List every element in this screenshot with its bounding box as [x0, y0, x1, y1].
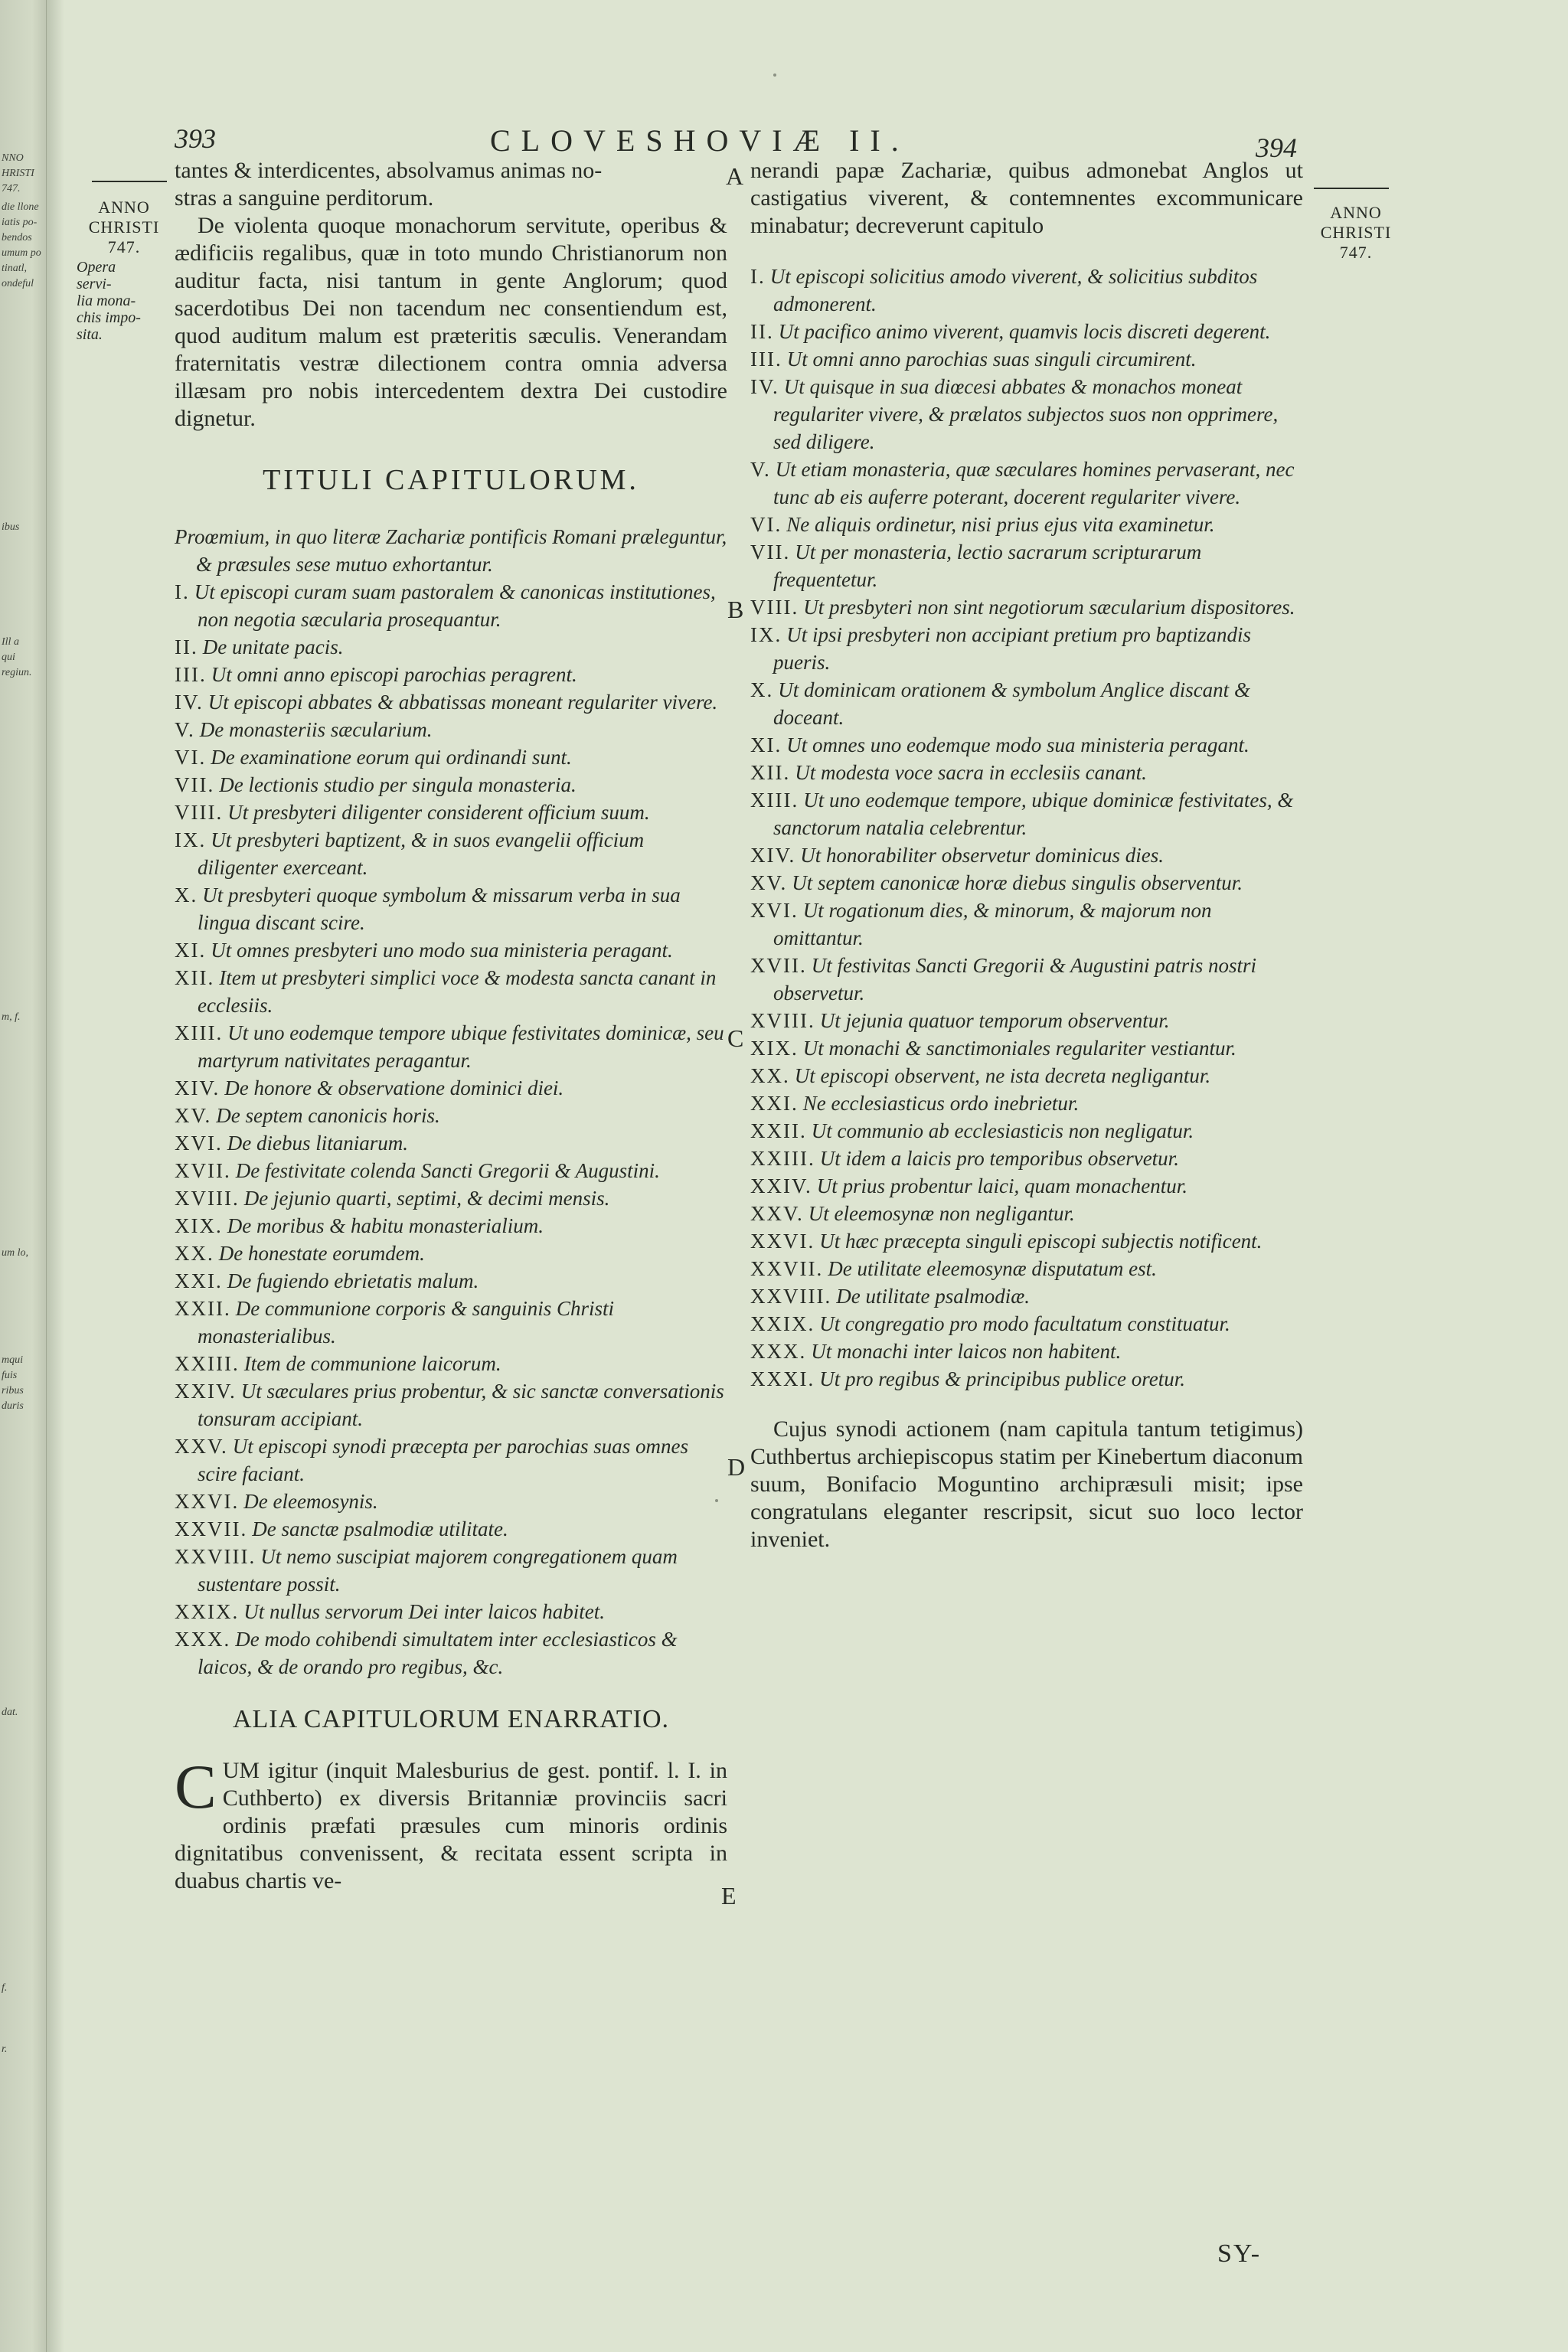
- heading-alia-capitulorum: ALIA CAPITULORUM ENARRATIO.: [232, 1705, 670, 1733]
- chapter-number: XVI.: [175, 1132, 223, 1155]
- chapter-item: [750, 345, 1303, 373]
- chapter-number: XXIX.: [750, 1312, 815, 1335]
- chapter-item: [175, 1350, 727, 1377]
- chapter-item: [175, 1212, 727, 1240]
- chapter-text: Ut omnes uno eodemque modo sua ministeria peragant.: [786, 733, 1250, 756]
- chapter-number: I.: [750, 265, 766, 288]
- previous-page-fragment: regiun.: [2, 667, 32, 678]
- chapter-item: [175, 688, 727, 716]
- chapter-text: Ut nullus servorum Dei inter laicos habitet.: [243, 1600, 605, 1623]
- chapter-number: XVII.: [750, 954, 807, 977]
- chapter-item: [175, 1102, 727, 1129]
- previous-page-fragment: m, f.: [2, 1011, 21, 1023]
- chapter-item: [750, 318, 1303, 345]
- chapter-item: [750, 1338, 1303, 1365]
- chapter-item: [750, 1089, 1303, 1117]
- section-letter-e: E: [721, 1882, 737, 1909]
- chapter-number: XIX.: [175, 1214, 223, 1237]
- chapter-text: Ut festivitas Sancti Gregorii & Augustini patris nostri observetur.: [773, 954, 1257, 1004]
- chapter-number: VII.: [750, 541, 791, 564]
- chapter-text: De sanctæ psalmodiæ utilitate.: [252, 1517, 508, 1540]
- chapter-number: XV.: [750, 871, 788, 894]
- chapter-item: [175, 1625, 727, 1681]
- spacer: [750, 1393, 1303, 1416]
- chapter-text: Ut ipsi presbyteri non accipiant pretium pro baptizandis pueris.: [773, 623, 1251, 674]
- chapter-item: [750, 1007, 1303, 1034]
- chapter-text: Ut episcopi abbates & abbatissas moneant regulariter vivere.: [207, 691, 718, 714]
- chapter-item: [750, 373, 1303, 456]
- chapter-number: VIII.: [175, 801, 224, 824]
- chapter-text: Item ut presbyteri simplici voce & modesta sancta canant in ecclesiis.: [198, 966, 717, 1017]
- chapter-text: Ut quisque in sua diœcesi abbates & monachos moneat regulariter vivere, & prælatos subjectos suos non opprimere, sed diligere.: [773, 375, 1279, 453]
- previous-page-fragment: r.: [2, 2043, 8, 2055]
- catchword: SY-: [1217, 2239, 1262, 2268]
- chapter-number: XIII.: [175, 1021, 224, 1044]
- left-chapter-list: [175, 578, 727, 1681]
- chapter-item: [175, 964, 727, 1019]
- chapter-item: [750, 456, 1303, 511]
- previous-page-fragment: fuis: [2, 1370, 18, 1381]
- chapter-number: XII.: [750, 761, 791, 784]
- drop-cap-letter: C: [175, 1752, 217, 1821]
- chapter-text: Ut congregatio pro modo facultatum constituatur.: [819, 1312, 1230, 1335]
- section-letter-b: B: [727, 596, 744, 623]
- chapter-item: [750, 1172, 1303, 1200]
- chapter-number: XXIII.: [750, 1147, 815, 1170]
- chapter-number: XXII.: [175, 1297, 231, 1320]
- chapter-text: Ut etiam monasteria, quæ sæculares homines pervaserant, nec tunc ab eis auferre poterant, docerent regulariter vivere.: [773, 458, 1295, 508]
- chapter-text: De monasteriis sæcularium.: [199, 718, 433, 741]
- previous-page-fragment: iatis po-: [2, 217, 38, 228]
- page-number-right: 394: [1256, 132, 1297, 163]
- chapter-text: Ut per monasteria, lectio sacrarum scripturarum frequentetur.: [773, 541, 1202, 591]
- closing-paragraph-right: Cujus synodi actionem (nam capitula tantum tetigimus) Cuthbertus archiepiscopus statim per Kinebertum diaconum suum, Bonifacio Moguntino archipræsuli misit; ipse congratulans eleganter rescripsit, sicut suo loco lector inveniet.: [750, 1416, 1303, 1552]
- chapter-text: Ut rogationum dies, & minorum, & majorum non omittantur.: [773, 899, 1212, 949]
- chapter-number: XXI.: [175, 1269, 223, 1292]
- margin-anno-christi-right: ANNO CHRISTI 747.: [1320, 203, 1392, 262]
- chapter-item: [175, 936, 727, 964]
- chapter-text: Ut omni anno parochias suas singuli circumirent.: [786, 348, 1197, 371]
- chapter-number: XX.: [750, 1064, 790, 1087]
- previous-page-fragment: NNO: [2, 152, 24, 164]
- chapter-item: [750, 952, 1303, 1007]
- chapter-item: [175, 799, 727, 826]
- heading-tituli-capitulorum: TITULI CAPITULORUM.: [263, 464, 639, 496]
- chapter-number: XVIII.: [175, 1187, 240, 1210]
- page-number-left: 393: [175, 123, 216, 154]
- chapter-text: Ut episcopi synodi præcepta per parochias suas omnes scire faciant.: [198, 1435, 688, 1485]
- chapter-number: XI.: [750, 733, 782, 756]
- chapter-number: XXIV.: [175, 1380, 237, 1403]
- chapter-number: VI.: [750, 513, 782, 536]
- previous-page-fragment: 747.: [2, 183, 21, 194]
- chapter-item: [750, 1062, 1303, 1089]
- chapter-text: Ut pacifico animo viverent, quamvis locis discreti degerent.: [778, 320, 1271, 343]
- chapter-text: De utilitate psalmodiæ.: [836, 1285, 1030, 1308]
- chapter-text: Ut communio ab ecclesiasticis non negligatur.: [811, 1119, 1194, 1142]
- chapter-item: [175, 1267, 727, 1295]
- left-column: [175, 157, 727, 1895]
- right-column: [750, 157, 1303, 1553]
- previous-page-fragment: tinatl,: [2, 263, 28, 274]
- chapter-text: Ut idem a laicis pro temporibus observetur.: [819, 1147, 1179, 1170]
- chapter-text: Ut presbyteri baptizent, & in suos evangelii officium diligenter exerceant.: [198, 828, 645, 879]
- chapter-number: XVIII.: [750, 1009, 815, 1032]
- chapter-text: Ut omni anno episcopi parochias peragrent.: [211, 663, 577, 686]
- chapter-text: Ut dominicam orationem & symbolum Anglice discant & doceant.: [773, 678, 1250, 729]
- chapter-number: I.: [175, 580, 190, 603]
- chapter-number: II.: [750, 320, 774, 343]
- chapter-text: De examinatione eorum qui ordinandi sunt.: [211, 746, 572, 769]
- chapter-text: De utilitate eleemosynæ disputatum est.: [828, 1257, 1157, 1280]
- chapter-number: XIV.: [750, 844, 796, 867]
- chapter-item: [750, 731, 1303, 759]
- chapter-number: XXX.: [175, 1628, 231, 1651]
- chapter-item: [175, 633, 727, 661]
- chapter-item: [750, 511, 1303, 538]
- chapter-text: De modo cohibendi simultatem inter ecclesiasticos & laicos, & de orando pro regibus, &c.: [198, 1628, 678, 1678]
- chapter-item: [175, 771, 727, 799]
- chapter-number: VIII.: [750, 596, 799, 619]
- chapter-number: XXVIII.: [750, 1285, 832, 1308]
- previous-page-fragment: qui: [2, 652, 15, 663]
- chapter-number: V.: [750, 458, 771, 481]
- chapter-number: XXII.: [750, 1119, 807, 1142]
- chapter-item: [750, 1255, 1303, 1282]
- chapter-number: XV.: [175, 1104, 212, 1127]
- chapter-text: Ut presbyteri diligenter considerent officium suum.: [227, 801, 650, 824]
- chapter-number: XIII.: [750, 789, 799, 812]
- chapter-text: De septem canonicis horis.: [216, 1104, 440, 1127]
- chapter-item: [750, 263, 1303, 318]
- chapter-number: XII.: [175, 966, 215, 989]
- chapter-item: [175, 661, 727, 688]
- previous-page-fragment: duris: [2, 1400, 24, 1412]
- chapter-text: Ne ecclesiasticus ordo inebrietur.: [802, 1092, 1080, 1115]
- chapter-number: XXVII.: [750, 1257, 824, 1280]
- paragraph-servitute: De violenta quoque monachorum servitute, operibus & ædificiis regalibus, quæ in toto mundo Christianorum non auditur facta, nisi tantum in gente Anglorum; quod sacerdotibus Dei non tacendum nec consentiendum est, quod auditum malum est præteritis sæculis. Venerandam fraternitatis vestræ dilectionem contra omnia adversa illæsam pro nobis intercedentem dextra Dei custodire dignetur.: [175, 213, 727, 431]
- previous-page-edge: [0, 0, 47, 2352]
- chapter-number: XX.: [175, 1242, 214, 1265]
- header-rule-left: [92, 181, 167, 182]
- chapter-text: Ut omnes presbyteri uno modo sua ministeria peragant.: [211, 939, 673, 962]
- chapter-text: De honore & observatione dominici diei.: [224, 1076, 564, 1099]
- chapter-text: Ut uno eodemque tempore ubique festivitates dominicæ, seu martyrum nativitates peragantur.: [198, 1021, 724, 1072]
- chapter-item: [750, 1200, 1303, 1227]
- chapter-number: IV.: [175, 691, 204, 714]
- spacer: [750, 240, 1303, 263]
- chapter-item: [175, 881, 727, 936]
- chapter-number: XIV.: [175, 1076, 220, 1099]
- previous-page-fragment: ribus: [2, 1385, 24, 1396]
- chapter-number: XXVI.: [175, 1490, 240, 1513]
- chapter-item: [750, 1034, 1303, 1062]
- chapter-number: XVII.: [175, 1159, 231, 1182]
- chapter-number: VII.: [175, 773, 215, 796]
- chapter-text: Ut septem canonicæ horæ diebus singulis observentur.: [792, 871, 1243, 894]
- chapter-item: [750, 1310, 1303, 1338]
- chapter-item: [175, 1295, 727, 1350]
- gutter-shadow: [46, 0, 64, 2352]
- chapter-number: XXXI.: [750, 1367, 815, 1390]
- chapter-item: [175, 743, 727, 771]
- chapter-text: Ut sæculares prius probentur, & sic sanctæ conversationis tonsuram accipiant.: [198, 1380, 724, 1430]
- chapter-number: XXIV.: [750, 1174, 812, 1197]
- chapter-number: XXIII.: [175, 1352, 240, 1375]
- previous-page-fragment: mqui: [2, 1354, 23, 1366]
- chapter-number: XI.: [175, 939, 207, 962]
- chapter-number: XXIX.: [175, 1600, 240, 1623]
- chapter-text: Ut honorabiliter observetur dominicus dies.: [800, 844, 1164, 867]
- opening-text-left: tantes & interdicentes, absolvamus animas no- stras a sanguine perditorum.: [175, 158, 603, 211]
- chapter-number: V.: [175, 718, 195, 741]
- header-rule-right: [1314, 188, 1389, 189]
- chapter-text: Ut pro regibus & principibus publice oretur.: [819, 1367, 1185, 1390]
- chapter-item: [750, 1145, 1303, 1172]
- chapter-item: [175, 1488, 727, 1515]
- previous-page-fragment: dat.: [2, 1707, 18, 1718]
- previous-page-fragment: umum po: [2, 247, 41, 259]
- chapter-item: [175, 1377, 727, 1432]
- chapter-text: Ut episcopi observent, ne ista decreta negligantur.: [794, 1064, 1211, 1087]
- chapter-item: [175, 826, 727, 881]
- chapter-text: De jejunio quarti, septimi, & decimi mensis.: [243, 1187, 610, 1210]
- chapter-item: [750, 1227, 1303, 1255]
- previous-page-fragment: bendos: [2, 232, 32, 243]
- chapter-text: Ut monachi & sanctimoniales regulariter vestiantur.: [802, 1037, 1236, 1060]
- chapter-text: De honestate eorumdem.: [218, 1242, 425, 1265]
- chapter-text: Ut uno eodemque tempore, ubique dominicæ festivitates, & sanctorum natalia celebrentur.: [773, 789, 1294, 839]
- chapter-item: [175, 1157, 727, 1184]
- chapter-item: [175, 1432, 727, 1488]
- chapter-number: XXVI.: [750, 1230, 815, 1253]
- chapter-number: XXV.: [750, 1202, 804, 1225]
- chapter-item: [175, 1543, 727, 1598]
- chapter-text: Ut nemo suscipiat majorem congregationem quam sustentare possit.: [198, 1545, 678, 1596]
- chapter-item: [750, 1365, 1303, 1393]
- chapter-number: IX.: [175, 828, 207, 851]
- chapter-text: De diebus litaniarum.: [227, 1132, 408, 1155]
- chapter-item: [175, 1240, 727, 1267]
- chapter-item: [750, 676, 1303, 731]
- chapter-number: X.: [750, 678, 774, 701]
- chapter-text: De fugiendo ebrietatis malum.: [227, 1269, 479, 1292]
- chapter-item: [750, 538, 1303, 593]
- previous-page-fragment: Ill a: [2, 636, 19, 648]
- previous-page-fragment: f.: [2, 1982, 8, 1994]
- chapter-item: [175, 716, 727, 743]
- chapter-item: [750, 869, 1303, 897]
- chapter-item: [750, 897, 1303, 952]
- chapter-text: De unitate pacis.: [202, 635, 344, 658]
- chapter-text: Ut episcopi curam suam pastoralem & canonicas institutiones, non negotia sæcularia prosequantur.: [194, 580, 716, 631]
- chapter-number: II.: [175, 635, 198, 658]
- paper-speck: [715, 1499, 718, 1502]
- chapter-text: Ut hæc præcepta singuli episcopi subjectis notificent.: [819, 1230, 1263, 1253]
- previous-page-fragment: die llone: [2, 201, 39, 213]
- chapter-number: XXV.: [175, 1435, 228, 1458]
- chapter-item: [750, 759, 1303, 786]
- chapter-text: Ut eleemosynæ non negligantur.: [808, 1202, 1075, 1225]
- previous-page-fragment: um lo,: [2, 1247, 28, 1259]
- section-letter-a: A: [726, 162, 744, 190]
- chapter-item: [750, 621, 1303, 676]
- section-letter-c: C: [727, 1024, 744, 1052]
- previous-page-fragment: HRISTI: [2, 168, 34, 179]
- chapter-number: VI.: [175, 746, 207, 769]
- prooemium-item: Proœmium, in quo literæ Zachariæ pontificis Romani præleguntur, & præsules sese mutuo exhortantur.: [175, 525, 727, 576]
- chapter-number: XXVII.: [175, 1517, 248, 1540]
- chapter-text: De communione corporis & sanguinis Christi monasterialibus.: [198, 1297, 614, 1348]
- chapter-item: [750, 841, 1303, 869]
- chapter-number: IX.: [750, 623, 782, 646]
- chapter-text: De moribus & habitu monasterialium.: [227, 1214, 544, 1237]
- final-paragraph-left: UM igitur (inquit Malesburius de gest. pontif. l. I. in Cuthberto) ex diversis Britanniæ provinciis sacri ordinis præfati præsules cum minoris ordinis dignitatibus convenissent, & recitata essent scripta in duabus chartis ve-: [175, 1758, 727, 1893]
- chapter-text: Ut jejunia quatuor temporum observentur.: [819, 1009, 1170, 1032]
- chapter-text: Ut episcopi solicitius amodo viverent, & solicitius subditos admonerent.: [769, 265, 1258, 315]
- chapter-text: De festivitate colenda Sancti Gregorii & Augustini.: [235, 1159, 660, 1182]
- chapter-number: IV.: [750, 375, 779, 398]
- chapter-number: XXVIII.: [175, 1545, 256, 1568]
- chapter-item: [175, 1598, 727, 1625]
- chapter-text: De lectionis studio per singula monasteria.: [219, 773, 577, 796]
- chapter-text: Ut presbyteri non sint negotiorum sæcularium dispositores.: [803, 596, 1295, 619]
- chapter-text: Ut presbyteri quoque symbolum & missarum verba in sua lingua discant scire.: [198, 884, 681, 934]
- previous-page-fragment: ondeful: [2, 278, 34, 289]
- chapter-text: Ut prius probentur laici, quam monachentur.: [816, 1174, 1187, 1197]
- chapter-text: Ut monachi inter laicos non habitent.: [811, 1340, 1122, 1363]
- chapter-number: III.: [175, 663, 207, 686]
- opening-text-right: nerandi papæ Zachariæ, quibus admonebat Anglos ut castigatius viverent, & contemnentes excommunicare minabatur; decreverunt capitulo: [750, 158, 1303, 238]
- chapter-item: [750, 1117, 1303, 1145]
- chapter-item: [175, 578, 727, 633]
- chapter-item: [750, 786, 1303, 841]
- chapter-item: [175, 1129, 727, 1157]
- right-chapter-list: [750, 263, 1303, 1393]
- final-paragraph-block: [175, 1752, 727, 1895]
- chapter-item: [750, 593, 1303, 621]
- chapter-number: XVI.: [750, 899, 799, 922]
- chapter-item: [175, 1019, 727, 1074]
- chapter-text: Item de communione laicorum.: [243, 1352, 501, 1375]
- chapter-number: XXX.: [750, 1340, 807, 1363]
- chapter-item: [175, 1184, 727, 1212]
- chapter-item: [750, 1282, 1303, 1310]
- chapter-text: Ut modesta voce sacra in ecclesiis canant.: [795, 761, 1147, 784]
- chapter-number: III.: [750, 348, 782, 371]
- previous-page-fragment: ibus: [2, 521, 20, 533]
- running-head: CLOVESHOVIÆ II.: [490, 123, 910, 158]
- chapter-number: XIX.: [750, 1037, 799, 1060]
- section-letter-d: D: [727, 1453, 746, 1481]
- chapter-number: X.: [175, 884, 198, 906]
- margin-note-opera-servilia: Opera servi- lia mona- chis impo- sita.: [77, 259, 141, 343]
- chapter-item: [175, 1074, 727, 1102]
- paper-speck: [773, 74, 776, 77]
- chapter-item: [175, 1515, 727, 1543]
- chapter-text: Ne aliquis ordinetur, nisi prius ejus vita examinetur.: [786, 513, 1215, 536]
- chapter-number: XXI.: [750, 1092, 799, 1115]
- margin-anno-christi-left: ANNO CHRISTI 747.: [88, 198, 160, 256]
- chapter-text: De eleemosynis.: [243, 1490, 378, 1513]
